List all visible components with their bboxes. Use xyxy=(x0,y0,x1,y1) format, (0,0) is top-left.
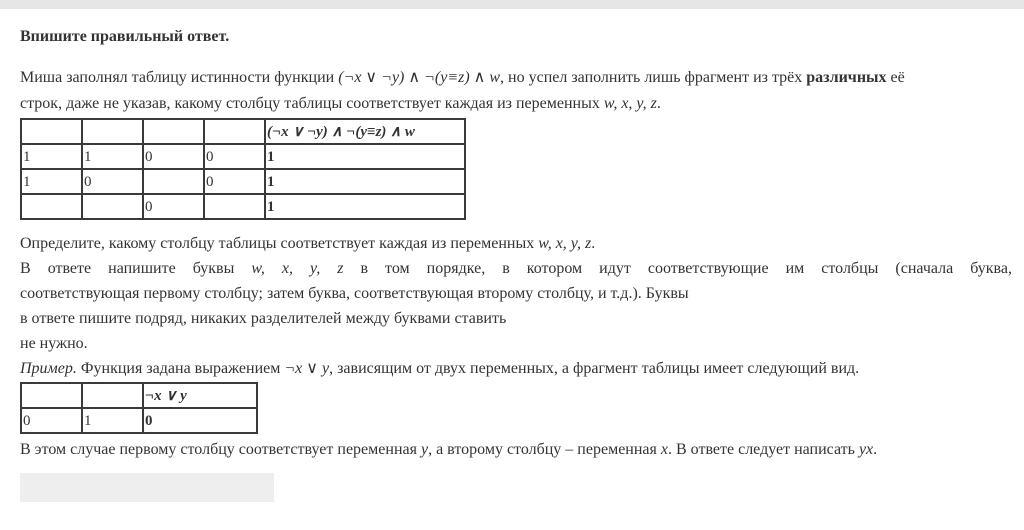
conclusion-answer-example: yx xyxy=(858,441,874,458)
function-value-cell: 1 xyxy=(265,194,465,219)
table-header-cell xyxy=(204,119,265,144)
table-row xyxy=(21,408,257,433)
table-header-cell xyxy=(143,119,204,144)
table-cell: 0 xyxy=(143,144,204,169)
conclusion-line xyxy=(20,437,877,463)
conclusion-text: , а второму столбцу – переменная xyxy=(428,441,661,458)
table-header-cell xyxy=(82,119,143,144)
table-cell: 1 xyxy=(21,169,82,194)
example-table xyxy=(20,382,258,434)
question-text: . xyxy=(591,235,596,252)
top-bar xyxy=(0,0,1024,9)
table-cell: 0 xyxy=(82,169,143,194)
conclusion-variable: y xyxy=(420,441,429,458)
intro-text: строк, даже не указав, какому столбцу таблицы соответствует каждая из переменных xyxy=(20,95,604,112)
table-header-cell xyxy=(21,119,82,144)
table-header-cell xyxy=(21,383,82,408)
question-line-4: в ответе пишите подряд, никаких разделителей между буквами ставить xyxy=(20,310,507,327)
answer-input[interactable] xyxy=(20,473,274,502)
intro-text: . xyxy=(656,95,661,112)
intro-text: , но успел заполнить лишь фрагмент из трёх xyxy=(500,69,807,86)
intro-emphasis: различных xyxy=(806,69,887,86)
table-cell: 1 xyxy=(82,144,143,169)
table-row xyxy=(21,169,465,194)
table-header-row xyxy=(21,383,257,408)
example-text: , зависящим от двух переменных, а фрагмент таблицы имеет следующий вид. xyxy=(329,360,860,377)
table-cell: 0 xyxy=(204,169,265,194)
question-line-3: соответствующая первому столбцу; затем буква, соответствующая второму столбцу, и т.д.). Буквы xyxy=(20,285,689,302)
table-cell: 0 xyxy=(21,408,82,433)
question-line-2 xyxy=(20,256,1012,282)
table-cell xyxy=(204,194,265,219)
question-line-5: не нужно. xyxy=(20,335,88,352)
question-line-1 xyxy=(20,231,595,257)
question-variables: w, x, y, z xyxy=(538,235,592,252)
function-value-cell: 0 xyxy=(143,408,257,433)
table-row xyxy=(21,194,465,219)
table-cell: 1 xyxy=(82,408,143,433)
question-variables: w, x, y, z xyxy=(251,260,344,277)
table-cell: 0 xyxy=(143,194,204,219)
table-cell: 0 xyxy=(204,144,265,169)
question-text: Определите, какому столбцу таблицы соответствует каждая из переменных xyxy=(20,235,539,252)
table-cell xyxy=(143,169,204,194)
intro-line-1 xyxy=(20,65,905,91)
function-value-cell: 1 xyxy=(265,144,465,169)
table-cell xyxy=(82,194,143,219)
function-header-cell: ¬x ∨ y xyxy=(143,383,257,408)
table-header-cell xyxy=(82,383,143,408)
function-header-cell: (¬x ∨ ¬y) ∧ ¬(y≡z) ∧ w xyxy=(265,119,465,144)
example-formula: ¬x ∨ y xyxy=(284,360,330,377)
conclusion-text: . В ответе следует написать xyxy=(667,441,859,458)
question-text: в том порядке, в котором идут соответствующие им столбцы (сначала буква, xyxy=(343,260,1013,277)
intro-text: её xyxy=(886,69,905,86)
task-heading: Впишите правильный ответ. xyxy=(20,28,230,45)
intro-variables: w, x, y, z xyxy=(603,95,657,112)
conclusion-text: В этом случае первому столбцу соответствует переменная xyxy=(20,441,421,458)
example-line xyxy=(20,356,859,382)
example-label: Пример. xyxy=(20,360,77,377)
table-cell xyxy=(21,194,82,219)
intro-formula: (¬x ∨ ¬y) ∧ ¬(y≡z) ∧ w xyxy=(338,69,501,86)
question-text: В ответе напишите буквы xyxy=(20,260,252,277)
table-row xyxy=(21,144,465,169)
function-value-cell: 1 xyxy=(265,169,465,194)
intro-text: Миша заполнял таблицу истинности функции xyxy=(20,69,339,86)
conclusion-text: . xyxy=(873,441,878,458)
conclusion-variable: x xyxy=(660,441,668,458)
table-header-row xyxy=(21,119,465,144)
intro-line-2 xyxy=(20,91,661,117)
truth-table-fragment xyxy=(20,118,466,220)
example-text: Функция задана выражением xyxy=(76,360,285,377)
table-cell: 1 xyxy=(21,144,82,169)
